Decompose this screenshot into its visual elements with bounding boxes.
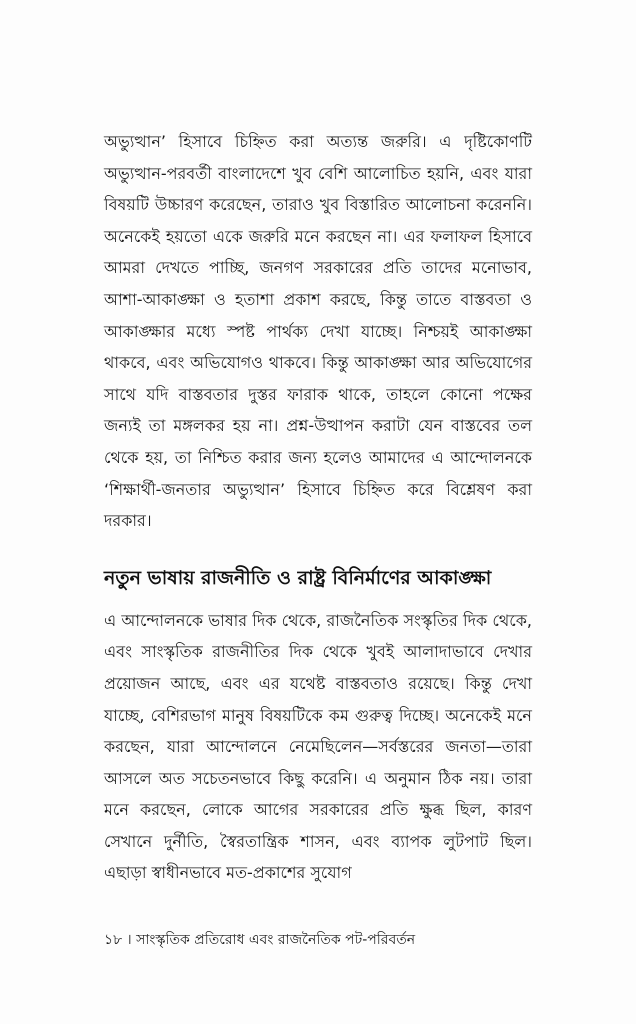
page-number: ১৮ — [104, 932, 123, 948]
page-body — [104, 126, 532, 889]
running-footer — [104, 928, 544, 952]
paragraph-section-start: এ আন্দোলনকে ভাষার দিক থেকে, রাজনৈতিক সংস্কৃতির দিক থেকে, এবং সাংস্কৃতিক রাজনীতির দিক থেকে খুবই আলাদাভাবে দেখার প্রয়োজন আছে, এবং এর যথেষ্ট বাস্তবতাও রয়েছে। কিন্তু দেখা যাচ্ছে, বেশিরভাগ মানুষ বিষয়টিকে কম গুরুত্ব দিচ্ছে। অনেকেই মনে করছেন, যারা আন্দোলনে নেমেছিলেন—সর্বস্তরের জনতা—তারা আসলে অত সচেতনভাবে কিছু করেনি। এ অনুমান ঠিক নয়। তারা মনে করছেন, লোকে আগের সরকারের প্রতি ক্ষুব্ধ ছিল, কারণ সেখানে দুর্নীতি, স্বৈরতান্ত্রিক শাসন, এবং ব্যাপক লুটপাট ছিল। এছাড়া স্বাধীনভাবে মত-প্রকাশের সুযোগ — [104, 610, 532, 883]
book-title: সাংস্কৃতিক প্রতিরোধ এবং রাজনৈতিক পট-পরিবর্তন — [136, 932, 416, 948]
section-heading: নতুন ভাষায় রাজনীতি ও রাষ্ট্র বিনির্মাণের আকাঙ্ক্ষা — [104, 566, 492, 589]
paragraph-continued: অভ্যুত্থান’ হিসাবে চিহ্নিত করা অত্যন্ত জরুরি। এ দৃষ্টিকোণটি অভ্যুত্থান-পরবর্তী বাংলাদেশে খুব বেশি আলোচিত হয়নি, এবং যারা বিষয়টি উচ্চারণ করেছেন, তারাও খুব বিস্তারিত আলোচনা করেননি। অনেকেই হয়তো একে জরুরি মনে করছেন না। এর ফলাফল হিসাবে আমরা দেখতে পাচ্ছি, জনগণ সরকারের প্রতি তাদের মনোভাব, আশা-আকাঙ্ক্ষা ও হতাশা প্রকাশ করছে, কিন্তু তাতে বাস্তবতা ও আকাঙ্ক্ষার মধ্যে স্পষ্ট পার্থক্য দেখা যাচ্ছে। নিশ্চয়ই আকাঙ্ক্ষা থাকবে, এবং অভিযোগও থাকবে। কিন্তু আকাঙ্ক্ষা আর অভিযোগের সাথে যদি বাস্তবতার দুস্তর ফারাক থাকে, তাহলে কোনো পক্ষের জন্যই তা মঙ্গলকর হয় না। প্রশ্ন-উত্থাপন করাটা যেন বাস্তবের তল থেকে হয়, তা নিশ্চিত করার জন্য হলেও আমাদের এ আন্দোলনকে ‘শিক্ষার্থী-জনতার অভ্যুত্থান’ হিসাবে চিহ্নিত করে বিশ্লেষণ করা দরকার। — [104, 132, 532, 531]
footer-separator: । — [126, 932, 132, 948]
